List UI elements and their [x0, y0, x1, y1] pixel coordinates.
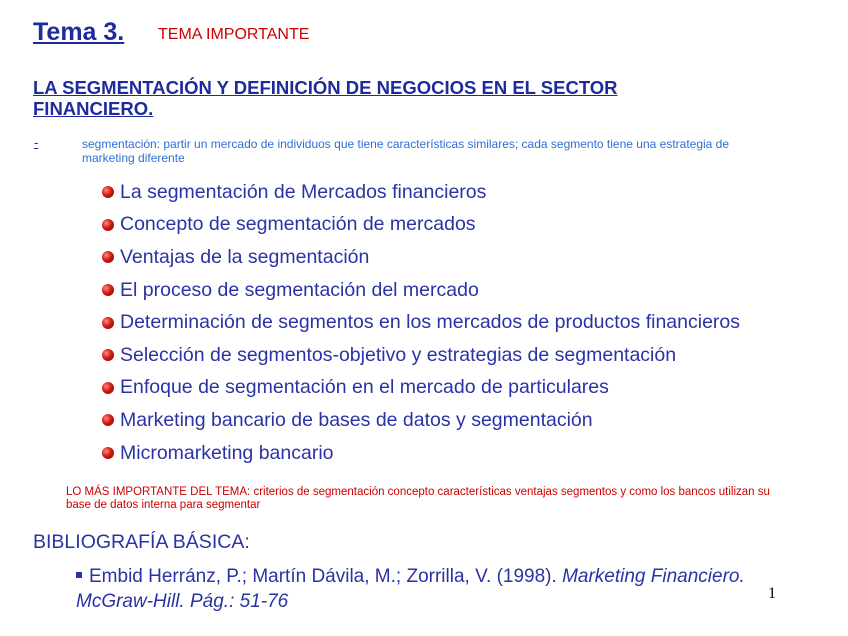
- topic-label: Determinación de segmentos en los mercados de productos financieros: [120, 311, 741, 334]
- page-number: 1: [768, 585, 776, 602]
- important-note: LO MÁS IMPORTANTE DEL TEMA: criterios de segmentación concepto características ventajas segmentos y como los bancos utilizan su base de datos interna para segmentar: [66, 486, 770, 511]
- bibliography-entry: [76, 564, 756, 614]
- bibliography-book-title: Marketing Financiero. McGraw-Hill. Pág.: 51-76: [76, 566, 745, 612]
- bullet-icon: [102, 284, 114, 296]
- tema-importance-tag: TEMA IMPORTANTE: [158, 26, 310, 43]
- bullet-icon: [102, 447, 114, 459]
- topic-label: El proceso de segmentación del mercado: [120, 278, 479, 301]
- note-marker: -: [34, 135, 39, 150]
- topic-item: [102, 437, 740, 470]
- topic-label: Ventajas de la segmentación: [120, 245, 370, 268]
- topic-item: [102, 274, 740, 307]
- topic-item: [102, 306, 740, 339]
- topic-item: [102, 372, 740, 405]
- tema-title: Tema 3.: [33, 18, 125, 46]
- topic-label: Marketing bancario de bases de datos y segmentación: [120, 408, 593, 431]
- topic-label: Selección de segmentos-objetivo y estrategias de segmentación: [120, 343, 677, 366]
- topic-item: [102, 404, 740, 437]
- section-heading: LA SEGMENTACIÓN Y DEFINICIÓN DE NEGOCIOS EN EL SECTOR FINANCIERO.: [33, 77, 618, 119]
- topic-label: Concepto de segmentación de mercados: [120, 213, 476, 236]
- topic-item: [102, 209, 740, 242]
- bibliography-title: BIBLIOGRAFÍA BÁSICA:: [33, 531, 250, 553]
- topic-label: Micromarketing bancario: [120, 441, 334, 464]
- square-bullet-icon: [76, 572, 82, 578]
- topic-item: [102, 339, 740, 372]
- topic-item: [102, 241, 740, 274]
- topic-item: [102, 176, 740, 209]
- bibliography-authors: Embid Herránz, P.; Martín Dávila, M.; Zorrilla, V. (1998).: [89, 566, 563, 587]
- bullet-icon: [102, 317, 114, 329]
- bullet-icon: [102, 414, 114, 426]
- bullet-icon: [102, 349, 114, 361]
- bullet-icon: [102, 382, 114, 394]
- bullet-icon: [102, 251, 114, 263]
- bullet-icon: [102, 186, 114, 198]
- topic-label: Enfoque de segmentación en el mercado de particulares: [120, 376, 609, 399]
- topic-label: La segmentación de Mercados financieros: [120, 180, 487, 203]
- topic-list: [102, 176, 740, 469]
- definition-note: segmentación: partir un mercado de individuos que tiene características similares; cada segmento tiene una estrategia de marketing diferente: [82, 137, 730, 165]
- bullet-icon: [102, 219, 114, 231]
